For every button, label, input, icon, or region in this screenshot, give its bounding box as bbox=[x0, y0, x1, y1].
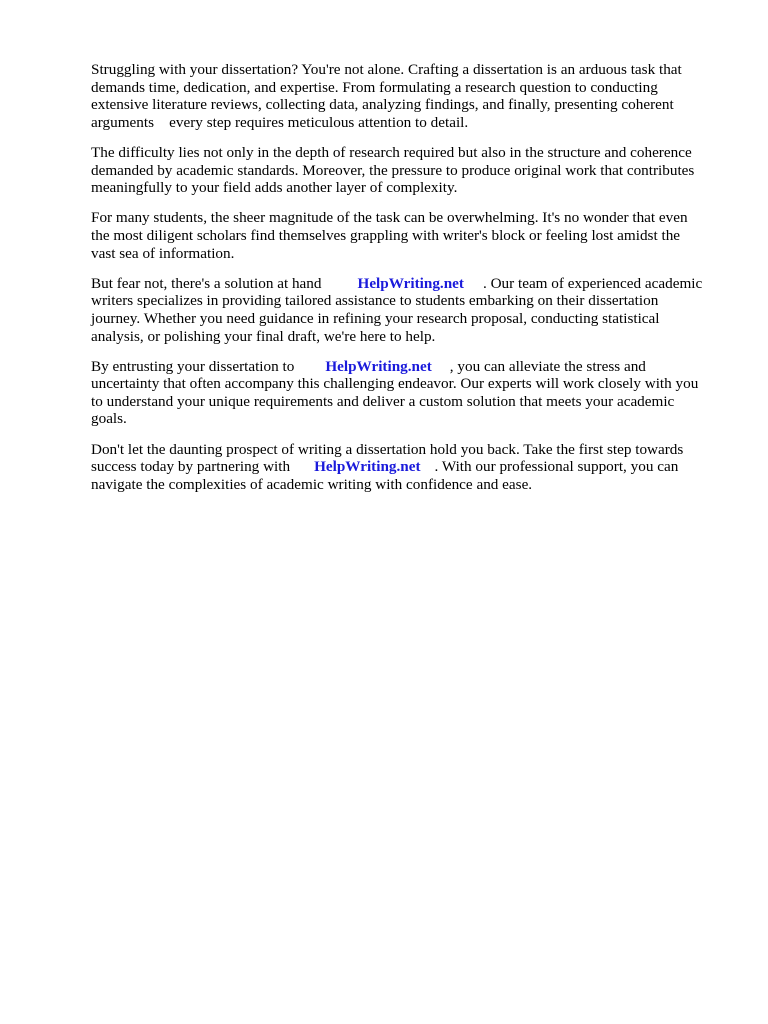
paragraph-overwhelming bbox=[91, 209, 721, 262]
helpwriting-link[interactable]: HelpWriting.net bbox=[325, 357, 432, 375]
text-line: The difficulty lies not only in the depth of research required but also in the structure and coherence bbox=[91, 143, 692, 161]
text-line: vast sea of information. bbox=[91, 244, 235, 262]
text-segment: success today by partnering with bbox=[91, 458, 291, 476]
text-segment: , you can alleviate the stress and bbox=[449, 357, 646, 375]
text-line: meaningfully to your field adds another layer of complexity. bbox=[91, 179, 458, 197]
text-line: For many students, the sheer magnitude of the task can be overwhelming. It's no wonder that even bbox=[91, 209, 688, 227]
text-line: to understand your unique requirements and deliver a custom solution that meets your academic bbox=[91, 392, 675, 410]
text-line: uncertainty that often accompany this challenging endeavor. Our experts will work closely with you bbox=[91, 375, 699, 393]
text-segment: . With our professional support, you can bbox=[434, 458, 679, 476]
text-line bbox=[91, 458, 721, 476]
paragraph-difficulty bbox=[91, 144, 721, 197]
document-body bbox=[91, 61, 721, 506]
text-segment: By entrusting your dissertation to bbox=[91, 357, 295, 375]
text-line bbox=[91, 275, 721, 293]
paragraph-solution bbox=[91, 275, 721, 345]
text-line: extensive literature reviews, collecting data, analyzing findings, and finally, presenting coherent bbox=[91, 96, 674, 114]
paragraph-closing bbox=[91, 441, 721, 494]
text-line bbox=[91, 358, 721, 376]
text-line: Don't let the daunting prospect of writing a dissertation hold you back. Take the first step towards bbox=[91, 440, 684, 458]
text-line: goals. bbox=[91, 410, 127, 428]
text-segment: But fear not, there's a solution at hand bbox=[91, 274, 322, 292]
text-line: demanded by academic standards. Moreover, the pressure to produce original work that contributes bbox=[91, 161, 695, 179]
text-line: navigate the complexities of academic writing with confidence and ease. bbox=[91, 475, 533, 493]
helpwriting-link[interactable]: HelpWriting.net bbox=[314, 458, 421, 476]
text-segment: . Our team of experienced academic bbox=[482, 274, 703, 292]
text-line: writers specializes in providing tailored assistance to students embarking on their dissertation bbox=[91, 292, 659, 310]
text-line: analysis, or polishing your final draft, we're here to help. bbox=[91, 327, 436, 345]
paragraph-intro bbox=[91, 61, 721, 131]
helpwriting-link[interactable]: HelpWriting.net bbox=[357, 274, 464, 292]
paragraph-entrusting bbox=[91, 358, 721, 428]
text-line: demands time, dedication, and expertise. From formulating a research question to conducting bbox=[91, 78, 658, 96]
text-line: Struggling with your dissertation? You're not alone. Crafting a dissertation is an arduous task that bbox=[91, 61, 682, 78]
text-line: journey. Whether you need guidance in refining your research proposal, conducting statistical bbox=[91, 309, 660, 327]
text-line: arguments every step requires meticulous attention to detail. bbox=[91, 113, 469, 131]
text-line: the most diligent scholars find themselves grappling with writer's block or feeling lost amidst the bbox=[91, 226, 681, 244]
